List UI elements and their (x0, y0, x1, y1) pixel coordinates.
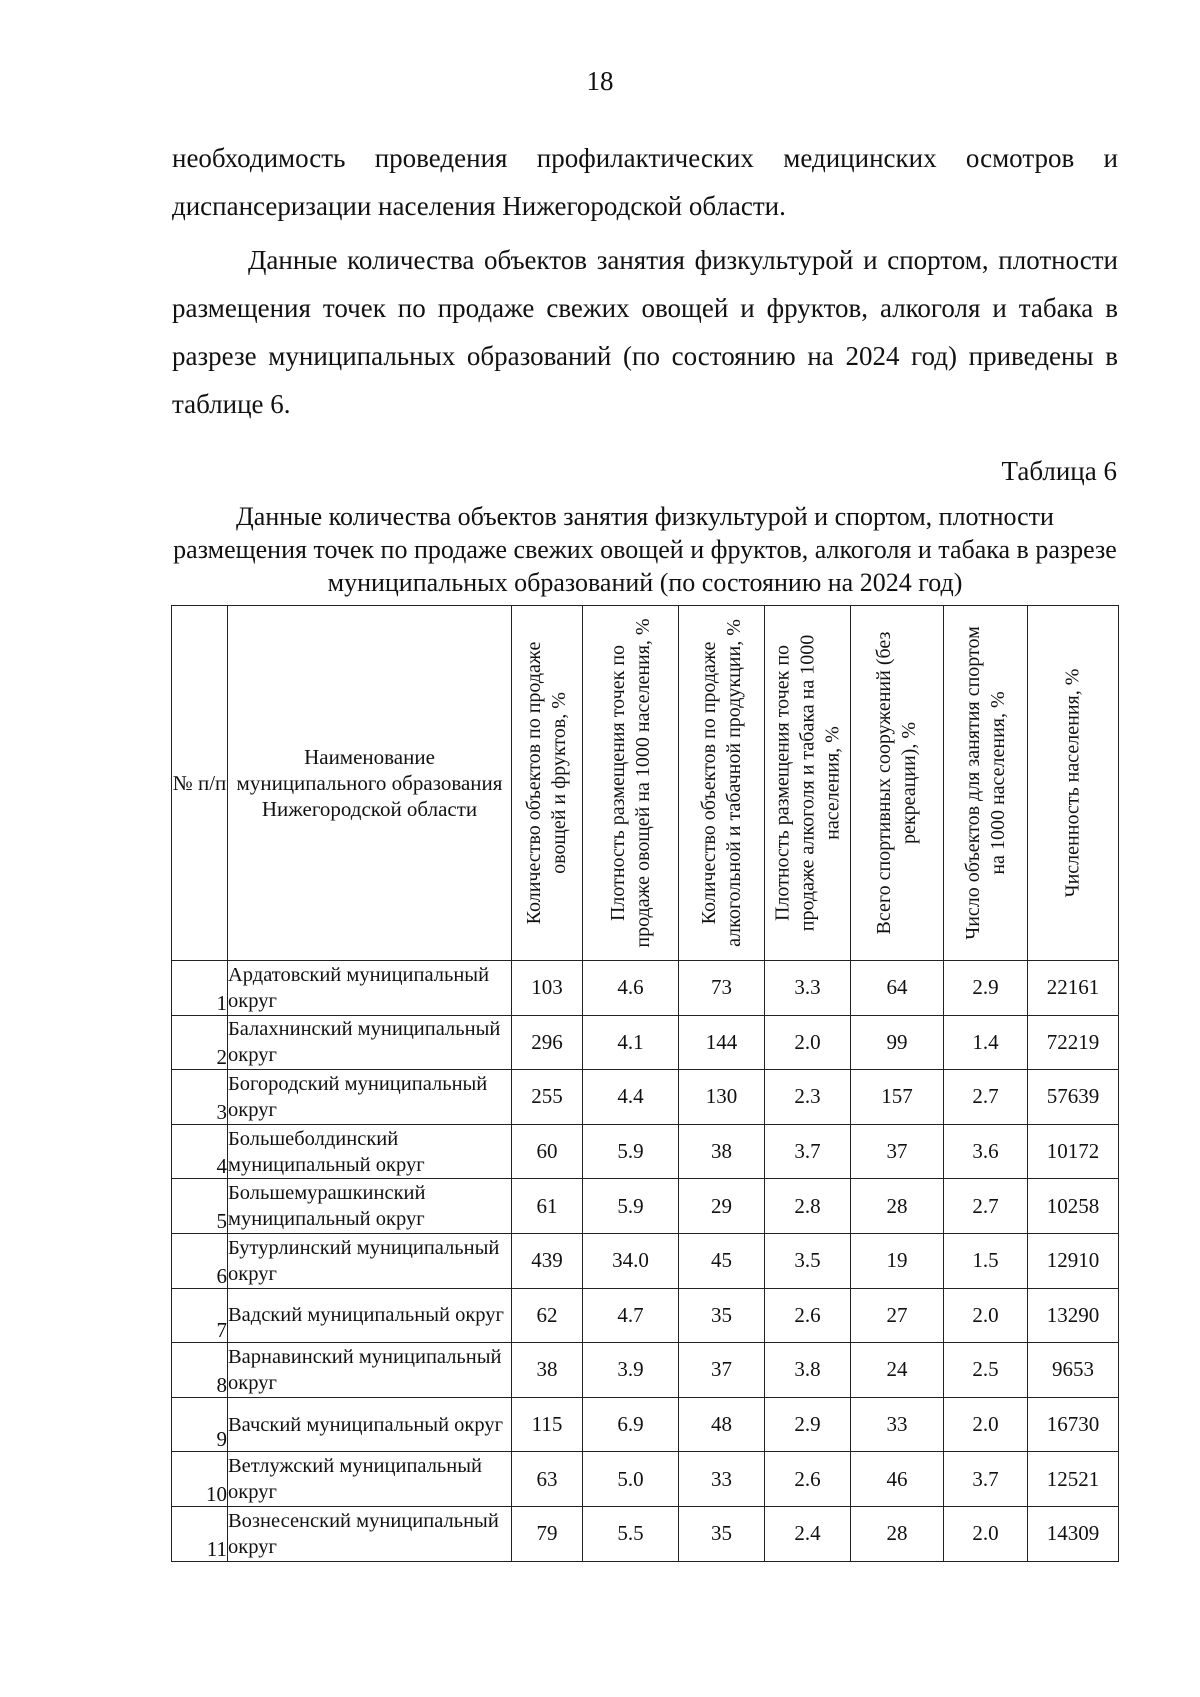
table-row (172, 1015, 1119, 1070)
table-cell: 10258 (1028, 1179, 1119, 1234)
table-cell: 48 (679, 1397, 765, 1452)
table-caption: Данные количества объектов занятия физкультурой и спортом, плотности размещения точек по продаже свежих овощей и фруктов, алкоголя и табака в разрезе муниципальных образований (по состоянию на 2024 год) (173, 502, 1117, 597)
table-cell: 2.3 (765, 1070, 851, 1125)
table-row (172, 1070, 1119, 1125)
table-cell: 3.9 (583, 1343, 679, 1398)
table-header-row (172, 606, 1119, 961)
municipality-name: Вадский муниципальный округ (228, 1288, 512, 1343)
row-number: 9 (172, 1397, 228, 1452)
table-cell: 4.7 (583, 1288, 679, 1343)
table-cell: 28 (851, 1179, 944, 1234)
paragraph-2: Данные количества объектов занятия физкультурой и спортом, плотности размещения точек по продаже свежих овощей и фруктов, алкоголя и табака в разрезе муниципальных образований (по состоянию на 2024 год) приведены в таблице 6. (172, 245, 1118, 419)
table-row (172, 1288, 1119, 1343)
header-alcohol-tobacco-objects (679, 606, 765, 961)
paragraph-1: необходимость проведения профилактических медицинских осмотров и диспансеризации населения Нижегородской области. (172, 143, 1118, 221)
page-number: 18 (586, 66, 614, 96)
data-table (171, 605, 1119, 1562)
table-cell: 72219 (1028, 1015, 1119, 1070)
table-cell: 60 (512, 1124, 583, 1179)
table-cell: 2.0 (944, 1288, 1028, 1343)
table-row (172, 1506, 1119, 1561)
table-cell: 34.0 (583, 1233, 679, 1288)
header-label: Плотность размещения точек по продаже алкоголя и табака на 1000 населения, % (771, 634, 843, 932)
table-cell: 3.7 (765, 1124, 851, 1179)
header-sports-per-1000 (944, 606, 1028, 961)
table-cell: 2.5 (944, 1343, 1028, 1398)
table-cell: 4.4 (583, 1070, 679, 1125)
table-cell: 4.6 (583, 961, 679, 1016)
table-cell: 61 (512, 1179, 583, 1234)
table-cell: 37 (851, 1124, 944, 1179)
table-cell: 24 (851, 1343, 944, 1398)
table-cell: 3.5 (765, 1233, 851, 1288)
municipality-name: Бутурлинский муниципальный округ (228, 1233, 512, 1288)
table-cell: 12521 (1028, 1452, 1119, 1507)
table-cell: 33 (851, 1397, 944, 1452)
table-cell: 2.9 (944, 961, 1028, 1016)
table-cell: 1.5 (944, 1233, 1028, 1288)
table-cell: 9653 (1028, 1343, 1119, 1398)
header-label: Плотность размещения точек по продаже овощей на 1000 населения, % (606, 618, 654, 948)
table-cell: 62 (512, 1288, 583, 1343)
table-cell: 12910 (1028, 1233, 1119, 1288)
row-number: 1 (172, 961, 228, 1016)
table-cell: 16730 (1028, 1397, 1119, 1452)
header-veg-density (583, 606, 679, 961)
table-cell: 57639 (1028, 1070, 1119, 1125)
header-population (1028, 606, 1119, 961)
table-cell: 2.8 (765, 1179, 851, 1234)
table-cell: 28 (851, 1506, 944, 1561)
table-cell: 2.0 (765, 1015, 851, 1070)
municipality-name: Вознесенский муниципальный округ (228, 1506, 512, 1561)
table-cell: 3.6 (944, 1124, 1028, 1179)
header-label: Всего спортивных сооружений (без рекреации), % (873, 631, 920, 935)
table-cell: 35 (679, 1506, 765, 1561)
row-number: 7 (172, 1288, 228, 1343)
table-cell: 5.5 (583, 1506, 679, 1561)
table-cell: 2.6 (765, 1288, 851, 1343)
row-number: 10 (172, 1452, 228, 1507)
table-cell: 5.0 (583, 1452, 679, 1507)
municipality-name: Балахнинский муниципальный округ (228, 1015, 512, 1070)
table-cell: 2.9 (765, 1397, 851, 1452)
table-cell: 2.7 (944, 1070, 1028, 1125)
header-number: № п/п (172, 606, 228, 961)
table-cell: 2.0 (944, 1397, 1028, 1452)
table-cell: 35 (679, 1288, 765, 1343)
table-cell: 27 (851, 1288, 944, 1343)
header-veg-fruit-objects (512, 606, 583, 961)
table-cell: 5.9 (583, 1124, 679, 1179)
table-cell: 38 (512, 1343, 583, 1398)
municipality-name: Вачский муниципальный округ (228, 1397, 512, 1452)
header-alcohol-tobacco-density (765, 606, 851, 961)
header-label: Количество объектов по продаже алкогольной и табачной продукции, % (697, 619, 745, 947)
table-cell: 33 (679, 1452, 765, 1507)
table-cell: 45 (679, 1233, 765, 1288)
table-row (172, 961, 1119, 1016)
table-cell: 130 (679, 1070, 765, 1125)
table-cell: 5.9 (583, 1179, 679, 1234)
table-cell: 63 (512, 1452, 583, 1507)
row-number: 3 (172, 1070, 228, 1125)
table-cell: 1.4 (944, 1015, 1028, 1070)
table-cell: 3.8 (765, 1343, 851, 1398)
table-row (172, 1179, 1119, 1234)
table-cell: 2.6 (765, 1452, 851, 1507)
table-cell: 3.3 (765, 961, 851, 1016)
table-cell: 14309 (1028, 1506, 1119, 1561)
municipality-name: Варнавинский муниципальный округ (228, 1343, 512, 1398)
table-cell: 38 (679, 1124, 765, 1179)
header-label: Численность населения, % (1061, 668, 1084, 898)
municipality-name: Большемурашкинский муниципальный округ (228, 1179, 512, 1234)
table-row (172, 1343, 1119, 1398)
header-label: Количество объектов по продаже овощей и фруктов, % (523, 641, 570, 925)
table-cell: 46 (851, 1452, 944, 1507)
row-number: 2 (172, 1015, 228, 1070)
table-cell: 4.1 (583, 1015, 679, 1070)
row-number: 4 (172, 1124, 228, 1179)
row-number: 5 (172, 1179, 228, 1234)
table-cell: 255 (512, 1070, 583, 1125)
header-municipality-name: Наименование муниципального образования Нижегородской области (228, 606, 512, 961)
table-cell: 296 (512, 1015, 583, 1070)
table-row (172, 1233, 1119, 1288)
header-label: Число объектов для занятия спортом на 1000 населения, % (961, 626, 1009, 940)
table-cell: 3.7 (944, 1452, 1028, 1507)
header-sports-facilities (851, 606, 944, 961)
municipality-name: Ардатовский муниципальный округ (228, 961, 512, 1016)
table-cell: 22161 (1028, 961, 1119, 1016)
table-cell: 99 (851, 1015, 944, 1070)
table-cell: 2.4 (765, 1506, 851, 1561)
table-cell: 37 (679, 1343, 765, 1398)
table-cell: 79 (512, 1506, 583, 1561)
table-cell: 144 (679, 1015, 765, 1070)
table-body (172, 961, 1119, 1562)
table-cell: 73 (679, 961, 765, 1016)
table-cell: 19 (851, 1233, 944, 1288)
row-number: 8 (172, 1343, 228, 1398)
table-row (172, 1124, 1119, 1179)
table-cell: 2.7 (944, 1179, 1028, 1234)
table-cell: 64 (851, 961, 944, 1016)
table-cell: 2.0 (944, 1506, 1028, 1561)
table-cell: 115 (512, 1397, 583, 1452)
row-number: 6 (172, 1233, 228, 1288)
table-cell: 439 (512, 1233, 583, 1288)
table-cell: 10172 (1028, 1124, 1119, 1179)
table-row (172, 1397, 1119, 1452)
table-cell: 103 (512, 961, 583, 1016)
row-number: 11 (172, 1506, 228, 1561)
municipality-name: Ветлужский муниципальный округ (228, 1452, 512, 1507)
table-cell: 157 (851, 1070, 944, 1125)
table-row (172, 1452, 1119, 1507)
municipality-name: Большеболдинский муниципальный округ (228, 1124, 512, 1179)
table-cell: 13290 (1028, 1288, 1119, 1343)
table-label: Таблица 6 (1001, 456, 1117, 486)
table-cell: 6.9 (583, 1397, 679, 1452)
municipality-name: Богородский муниципальный округ (228, 1070, 512, 1125)
table-cell: 29 (679, 1179, 765, 1234)
